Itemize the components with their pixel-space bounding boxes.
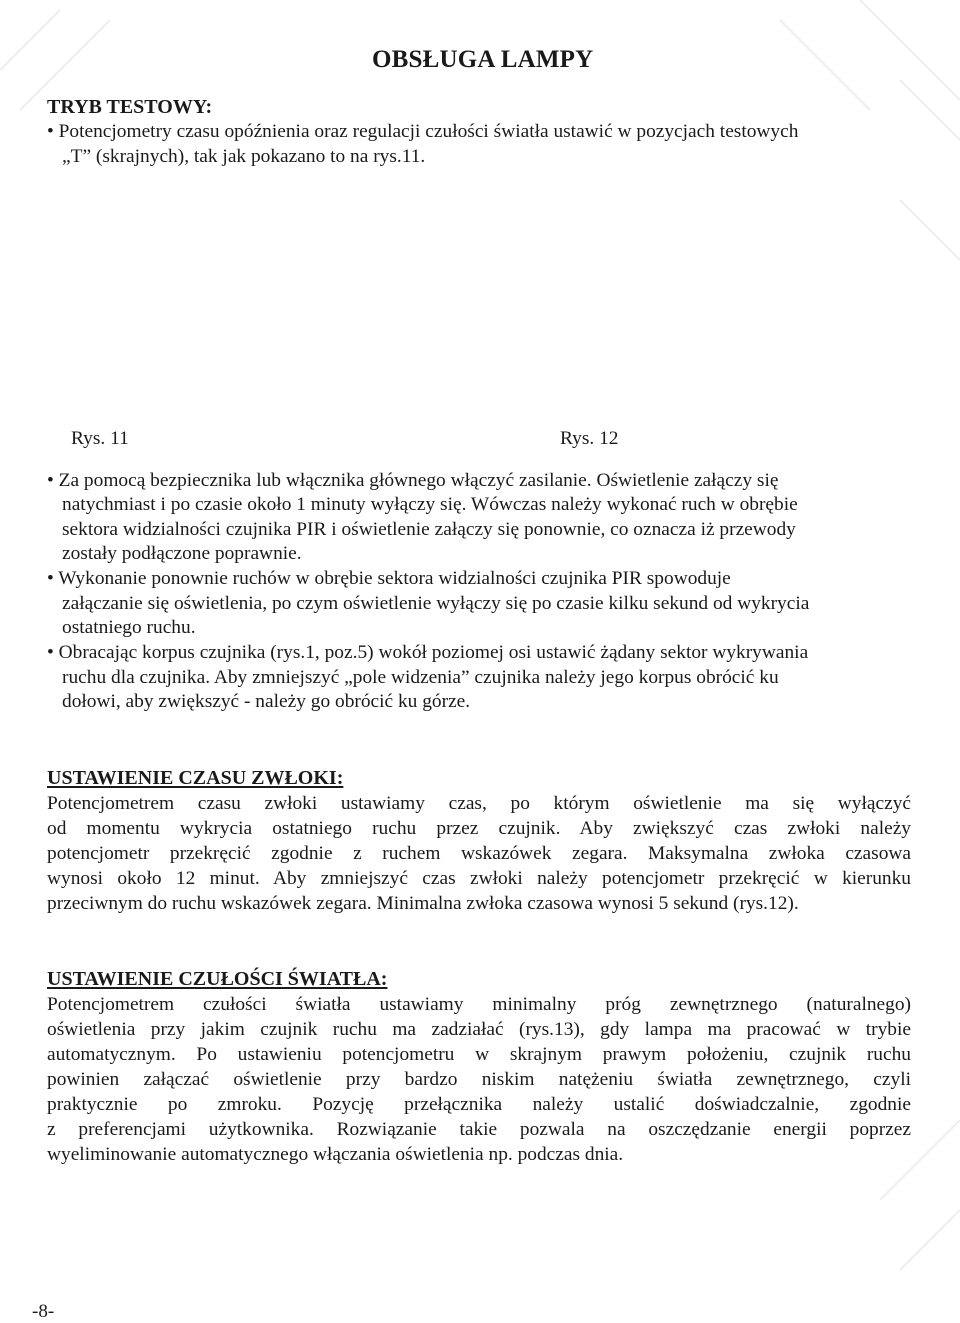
bullet-line-10: dołowi, aby zwiększyć - należy go obrócić ku górze.	[62, 691, 471, 712]
bullet-line-1: • Za pomocą bezpiecznika lub włącznika głównego włączyć zasilanie. Oświetlenie załączy się	[47, 470, 779, 491]
sensitivity-line-2: oświetlenia przy jakim czujnik ruchu ma zadziałać (rys.13), gdy lampa ma pracować w trybie	[47, 1019, 911, 1040]
page-number: -8-	[32, 1301, 55, 1322]
test-mode-heading: TRYB TESTOWY:	[47, 96, 213, 118]
test-mode-line-1: • Potencjometry czasu opóźnienia oraz regulacji czułości światła ustawić w pozycjach testowych	[47, 121, 799, 142]
sensitivity-line-5: praktycznie po zmroku. Pozycję przełącznika należy ustalić doświadczalnie, zgodnie	[47, 1094, 911, 1115]
sensitivity-line-6: z preferencjami użytkownika. Rozwiązanie takie pozwala na oszczędzanie energii poprzez	[47, 1119, 911, 1140]
sensitivity-line-4: powinien załączać oświetlenie przy bardzo niskim natężeniu światła zewnętrznego, czyli	[47, 1069, 911, 1090]
sensitivity-line-3: automatycznym. Po ustawieniu potencjometru w skrajnym prawym położeniu, czujnik ruchu	[47, 1044, 911, 1065]
figure-12-caption: Rys. 12	[560, 428, 619, 449]
delay-line-1: Potencjometrem czasu zwłoki ustawiamy czas, po którym oświetlenie ma się wyłączyć	[47, 793, 911, 814]
bullet-line-4: zostały podłączone poprawnie.	[62, 543, 302, 564]
delay-line-3: potencjometr przekręcić zgodnie z ruchem wskazówek zegara. Maksymalna zwłoka czasowa	[47, 843, 911, 864]
figure-11-caption: Rys. 11	[71, 428, 129, 449]
sensitivity-heading: USTAWIENIE CZUŁOŚCI ŚWIATŁA:	[47, 968, 388, 990]
bullet-line-8: • Obracając korpus czujnika (rys.1, poz.5) wokół poziomej osi ustawić żądany sektor wykrywania	[47, 642, 809, 663]
delay-line-4: wynosi około 12 minut. Aby zmniejszyć czas zwłoki należy potencjometr przekręcić w kierunku	[47, 868, 911, 889]
delay-heading: USTAWIENIE CZASU ZWŁOKI:	[47, 767, 344, 789]
sensitivity-line-1: Potencjometrem czułości światła ustawiamy minimalny próg zewnętrznego (naturalnego)	[47, 994, 911, 1015]
delay-line-5: przeciwnym do ruchu wskazówek zegara. Minimalna zwłoka czasowa wynosi 5 sekund (rys.12).	[47, 893, 799, 914]
sensitivity-line-7: wyeliminowanie automatycznego włączania oświetlenia np. podczas dnia.	[47, 1144, 624, 1165]
delay-line-2: od momentu wykrycia ostatniego ruchu przez czujnik. Aby zwiększyć czas zwłoki należy	[47, 818, 911, 839]
page-title: OBSŁUGA LAMPY	[372, 46, 594, 73]
bullet-line-2: natychmiast i po czasie około 1 minuty wyłączy się. Wówczas należy wykonać ruch w obrębie	[62, 494, 798, 515]
bullet-line-5: • Wykonanie ponownie ruchów w obrębie sektora widzialności czujnika PIR spowoduje	[47, 568, 731, 589]
bullet-line-3: sektora widzialności czujnika PIR i oświetlenie załączy się ponownie, co oznacza iż przewody	[62, 519, 796, 540]
bullet-line-7: ostatniego ruchu.	[62, 617, 196, 638]
bullet-line-6: załączanie się oświetlenia, po czym oświetlenie wyłączy się po czasie kilku sekund od wykrycia	[62, 593, 810, 614]
bullet-line-9: ruchu dla czujnika. Aby zmniejszyć „pole widzenia” czujnika należy jego korpus obrócić ku	[62, 667, 779, 688]
test-mode-line-2: „T” (skrajnych), tak jak pokazano to na rys.11.	[62, 146, 426, 167]
